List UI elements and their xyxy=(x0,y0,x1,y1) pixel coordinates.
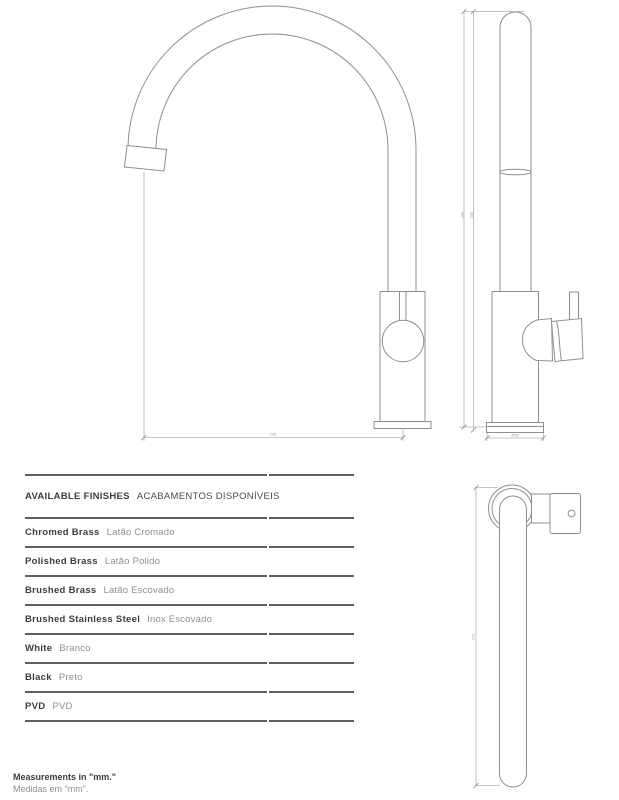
measurements-note xyxy=(13,771,116,795)
finish-name-en: PVD xyxy=(25,701,46,712)
measurements-note-pt: Medidas em "mm". xyxy=(13,784,89,794)
side-height-dimension-label-1: 390 xyxy=(459,211,465,219)
base-flange-side xyxy=(487,423,544,433)
side-height-dimension-label-2: 358 xyxy=(469,211,474,219)
finish-name-en: White xyxy=(25,643,53,654)
finish-name-en: Polished Brass xyxy=(25,556,98,567)
finishes-header xyxy=(25,476,354,517)
finish-name-pt: Inox Escovado xyxy=(147,614,213,625)
finish-name-pt: Latão Cromado xyxy=(106,527,175,538)
finishes-title-pt: ACABAMENTOS DISPONÍVEIS xyxy=(136,491,280,502)
finish-name-en: Brushed Stainless Steel xyxy=(25,614,141,625)
handle-top xyxy=(550,494,581,534)
top-length-dimension-label: 270 xyxy=(470,633,476,641)
front-reach-dimension-label: 236 xyxy=(269,431,277,437)
finishes-title-en: AVAILABLE FINISHES xyxy=(25,491,130,502)
top-view-drawing xyxy=(471,485,581,788)
table-rule xyxy=(25,691,354,693)
finish-name-pt: Latão Polido xyxy=(104,556,161,567)
base-flange-front xyxy=(374,422,431,429)
finish-name-en: Black xyxy=(25,672,52,683)
front-view-drawing xyxy=(125,6,432,441)
table-rule xyxy=(25,662,354,664)
handle-housing xyxy=(552,319,584,362)
handle-lever xyxy=(570,292,579,321)
measurements-note-en: Measurements in "mm." xyxy=(13,772,117,782)
handle-neck-top xyxy=(532,494,551,523)
side-view-drawing xyxy=(459,9,583,441)
table-rule xyxy=(25,604,354,606)
finish-row-brushed-stainless-steel xyxy=(25,606,354,633)
table-rule xyxy=(25,575,354,577)
finish-row-black xyxy=(25,664,354,691)
table-rule xyxy=(25,474,354,476)
finish-row-polished-brass xyxy=(25,548,354,575)
finish-row-brushed-brass xyxy=(25,577,354,604)
finishes-table xyxy=(25,474,354,722)
finish-row-pvd xyxy=(25,693,354,720)
aerator-joint xyxy=(500,169,531,175)
finish-name-en: Chromed Brass xyxy=(25,527,100,538)
table-rule xyxy=(25,517,354,519)
finish-name-pt: Preto xyxy=(58,672,83,683)
spout-tip xyxy=(125,146,167,172)
finish-row-white xyxy=(25,635,354,662)
finish-name-en: Brushed Brass xyxy=(25,585,97,596)
finish-name-pt: PVD xyxy=(52,701,73,712)
table-rule xyxy=(25,546,354,548)
finish-row-chromed-brass xyxy=(25,519,354,546)
base-diameter-dimension-label: Ø50 xyxy=(511,432,519,438)
finish-name-pt: Branco xyxy=(59,643,91,654)
control-knob xyxy=(382,320,424,362)
finish-name-pt: Latão Escovado xyxy=(103,585,175,596)
table-rule xyxy=(25,720,354,722)
spout-top xyxy=(500,496,527,787)
table-rule xyxy=(25,633,354,635)
